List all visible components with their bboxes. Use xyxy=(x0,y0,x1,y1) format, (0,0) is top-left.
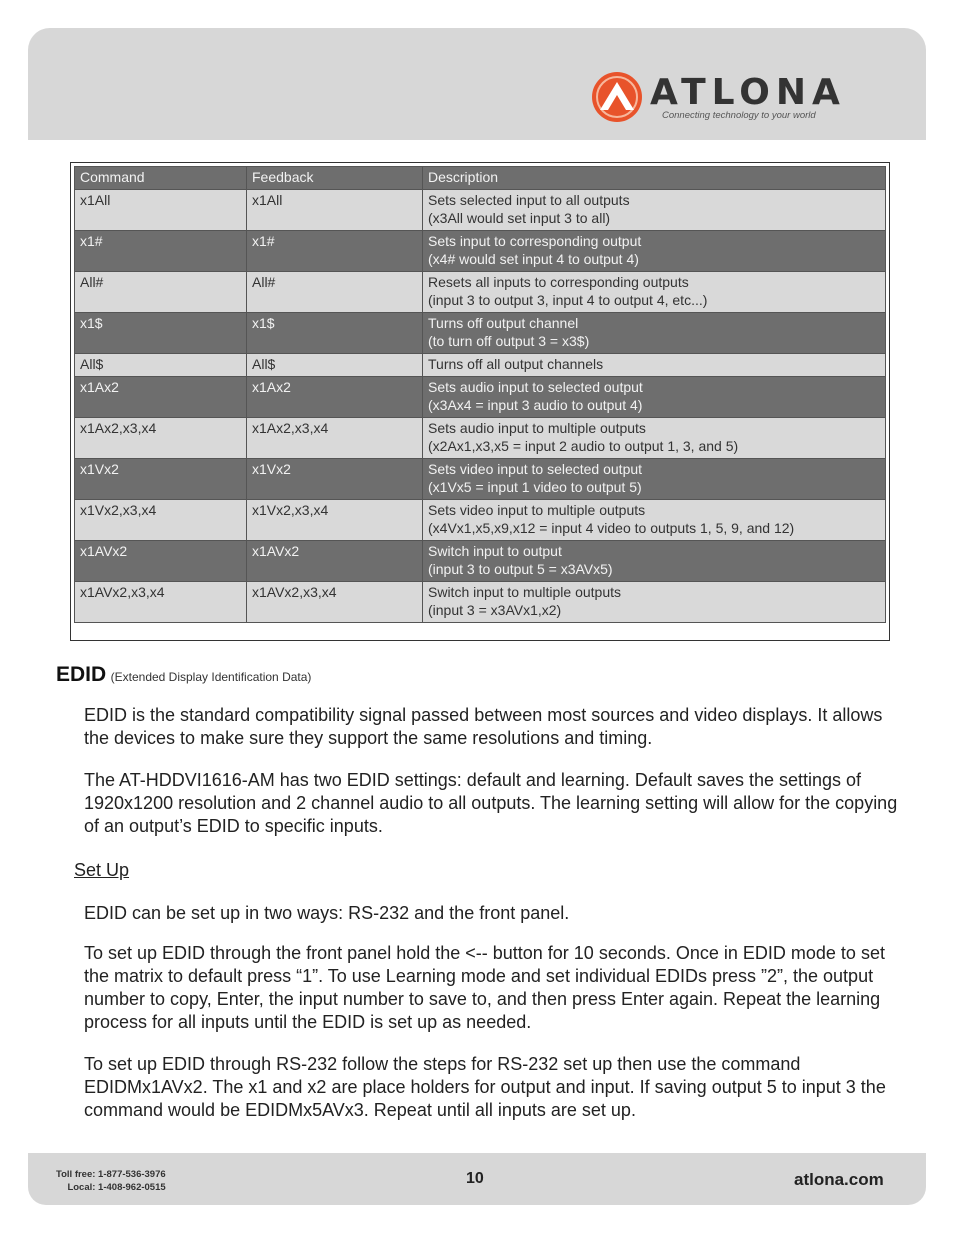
contact-numbers xyxy=(56,1168,166,1194)
cell-feedback: x1$ xyxy=(247,313,423,354)
edid-subheading: (Extended Display Identification Data) xyxy=(110,670,312,684)
table-row xyxy=(75,231,886,272)
cell-command: x1# xyxy=(75,231,247,272)
col-header-command: Command xyxy=(75,167,247,190)
setup-heading: Set Up xyxy=(74,860,130,880)
cell-command: All$ xyxy=(75,354,247,377)
toll-free-number: Toll free: 1-877-536-3976 xyxy=(56,1169,166,1180)
table-row xyxy=(75,459,886,500)
cell-feedback: All$ xyxy=(247,354,423,377)
col-header-feedback: Feedback xyxy=(247,167,423,190)
edid-paragraph-3: EDID can be set up in two ways: RS-232 and the front panel. xyxy=(84,903,570,923)
cell-feedback: x1Vx2 xyxy=(247,459,423,500)
table-row xyxy=(75,313,886,354)
cell-feedback: x1All xyxy=(247,190,423,231)
cell-description: Sets video input to selected output (x1Vx5 = input 1 video to output 5) xyxy=(423,459,886,500)
cell-command: x1Ax2,x3,x4 xyxy=(75,418,247,459)
cell-command: x1AVx2,x3,x4 xyxy=(75,582,247,623)
cell-description: Sets audio input to multiple outputs (x2Ax1,x3,x5 = input 2 audio to output 1, 3, and 5) xyxy=(423,418,886,459)
cell-description: Turns off all output channels xyxy=(423,354,886,377)
cell-feedback: x1Ax2,x3,x4 xyxy=(247,418,423,459)
cell-command: x1$ xyxy=(75,313,247,354)
cell-description: Sets selected input to all outputs (x3All would set input 3 to all) xyxy=(423,190,886,231)
table-row xyxy=(75,190,886,231)
cell-description: Sets audio input to selected output (x3Ax4 = input 3 audio to output 4) xyxy=(423,377,886,418)
table-row xyxy=(75,418,886,459)
cell-description: Sets video input to multiple outputs (x4Vx1,x5,x9,x12 = input 4 video to outputs 1, 5, 9, and 12) xyxy=(423,500,886,541)
table-row xyxy=(75,354,886,377)
cell-description: Turns off output channel (to turn off output 3 = x3$) xyxy=(423,313,886,354)
table-row xyxy=(75,272,886,313)
atlona-logo xyxy=(590,70,880,125)
edid-paragraph-2: The AT-HDDVI1616-AM has two EDID settings: default and learning. Default saves the settings of 1920x1200 resolution and 2 channel audio to all outputs. The learning setting will allow for the copying of an output’s EDID to specific inputs. xyxy=(84,770,898,836)
cell-feedback: x1AVx2 xyxy=(247,541,423,582)
edid-section-title xyxy=(56,663,311,687)
logo-wordmark: ATLONA xyxy=(650,72,846,113)
edid-paragraph-4: To set up EDID through the front panel hold the <-- button for 10 seconds. Once in EDID mode to set the matrix to default press “1”. To use Learning mode and set individual EDIDs press ”2”, the output number to copy, Enter, the input number to save to, and then press Enter again. Repeat the learning process for all inputs until the EDID is set up as needed. xyxy=(84,943,885,1032)
cell-feedback: x1Ax2 xyxy=(247,377,423,418)
page-number: 10 xyxy=(466,1170,484,1187)
cell-feedback: All# xyxy=(247,272,423,313)
table-row xyxy=(75,500,886,541)
table-row xyxy=(75,541,886,582)
atlona-logo-icon xyxy=(590,70,644,124)
logo-tagline: Connecting technology to your world xyxy=(662,110,816,121)
table-row xyxy=(75,582,886,623)
cell-command: x1Vx2,x3,x4 xyxy=(75,500,247,541)
cell-description: Sets input to corresponding output (x4# would set input 4 to output 4) xyxy=(423,231,886,272)
cell-command: x1AVx2 xyxy=(75,541,247,582)
edid-paragraph-1: EDID is the standard compatibility signal passed between most sources and video displays. It allows the devices to make sure they support the same resolutions and timing. xyxy=(84,705,883,748)
cell-command: All# xyxy=(75,272,247,313)
cell-feedback: x1# xyxy=(247,231,423,272)
cell-description: Switch input to multiple outputs (input 3 = x3AVx1,x2) xyxy=(423,582,886,623)
table-row xyxy=(75,377,886,418)
cell-feedback: x1Vx2,x3,x4 xyxy=(247,500,423,541)
cell-feedback: x1AVx2,x3,x4 xyxy=(247,582,423,623)
local-number: Local: 1-408-962-0515 xyxy=(67,1182,166,1193)
col-header-description: Description xyxy=(423,167,886,190)
cell-command: x1Vx2 xyxy=(75,459,247,500)
cell-command: x1All xyxy=(75,190,247,231)
edid-paragraph-5: To set up EDID through RS-232 follow the steps for RS-232 set up then use the command EDIDMx1AVx2. The x1 and x2 are place holders for output and input. If saving output 5 to input 3 the command would be EDIDMx5AVx3. Repeat until all inputs are set up. xyxy=(84,1054,886,1120)
cell-description: Switch input to output (input 3 to output 5 = x3AVx5) xyxy=(423,541,886,582)
cell-command: x1Ax2 xyxy=(75,377,247,418)
website-link: atlona.com xyxy=(794,1170,884,1189)
edid-heading: EDID xyxy=(56,663,107,686)
cell-description: Resets all inputs to corresponding outputs (input 3 to output 3, input 4 to output 4, etc...) xyxy=(423,272,886,313)
command-table xyxy=(70,162,890,641)
